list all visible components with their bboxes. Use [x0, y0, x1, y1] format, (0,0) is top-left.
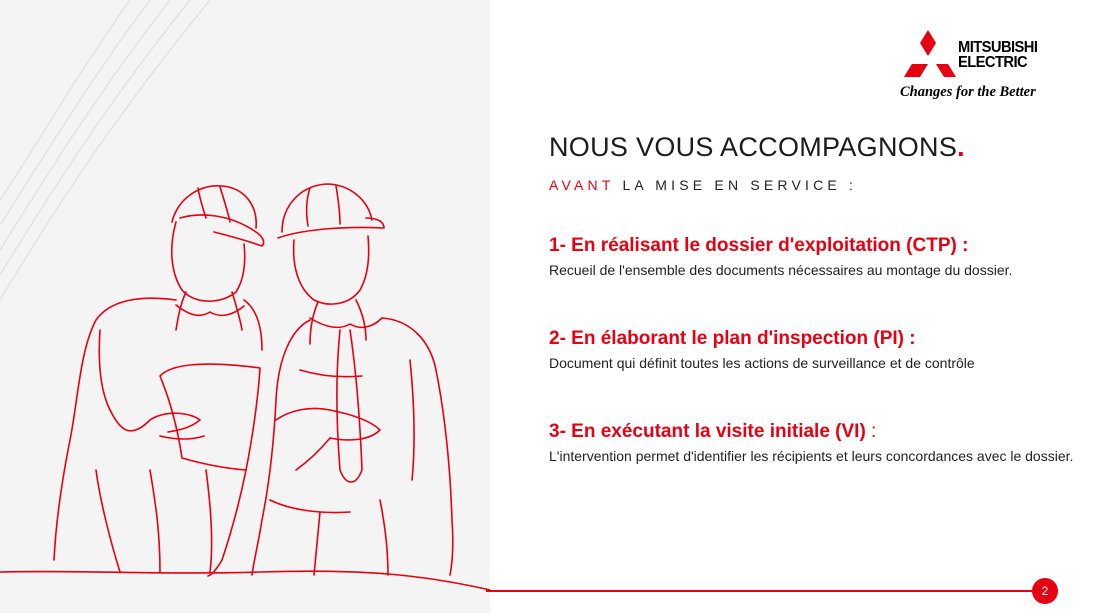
brand-line-1: MITSUBISHI — [958, 39, 1038, 56]
brand-line-2: ELECTRIC — [958, 54, 1028, 71]
page-title — [549, 132, 965, 163]
mitsubishi-electric-logo — [900, 30, 1070, 102]
step-2-heading — [549, 328, 1084, 350]
step-2 — [549, 328, 1084, 373]
section-subtitle — [549, 177, 857, 193]
step-2-heading-text: 2- En élaborant le plan d'inspection (PI) — [549, 328, 910, 349]
step-1-heading-text: 1- En réalisant le dossier d'exploitation (CTP) — [549, 235, 963, 256]
title-red-dot: . — [957, 132, 965, 162]
workers-line-art-illustration — [0, 0, 490, 613]
step-3-heading — [549, 421, 1084, 443]
step-1-description: Recueil de l'ensemble des documents nécessaires au montage du dossier. — [549, 262, 1013, 278]
step-1-heading — [549, 235, 1084, 257]
page-number-badge: 2 — [1032, 578, 1058, 604]
step-3 — [549, 421, 1084, 466]
step-3-heading-text: 3- En exécutant la visite initiale (VI) — [549, 421, 872, 442]
step-1 — [549, 235, 1084, 280]
step-2-description: Document qui définit toutes les actions de surveillance et de contrôle — [549, 355, 975, 371]
step-3-description: L'intervention permet d'identifier les récipients et leurs concordances avec le dossier. — [549, 448, 1074, 464]
footer-red-line — [486, 590, 1032, 592]
step-2-heading-colon: : — [909, 328, 916, 349]
three-diamonds-icon — [900, 30, 956, 80]
illustration-panel — [0, 0, 490, 613]
page-title-text: NOUS VOUS ACCOMPAGNONS — [549, 132, 958, 162]
step-1-heading-colon: : — [962, 235, 969, 256]
subtitle-rest: LA MISE EN SERVICE : — [614, 177, 858, 193]
brand-tagline: Changes for the Better — [900, 84, 1036, 100]
step-3-heading-colon: : — [871, 421, 877, 442]
subtitle-accent-word: AVANT — [549, 177, 615, 193]
brand-wordmark — [958, 40, 1037, 70]
